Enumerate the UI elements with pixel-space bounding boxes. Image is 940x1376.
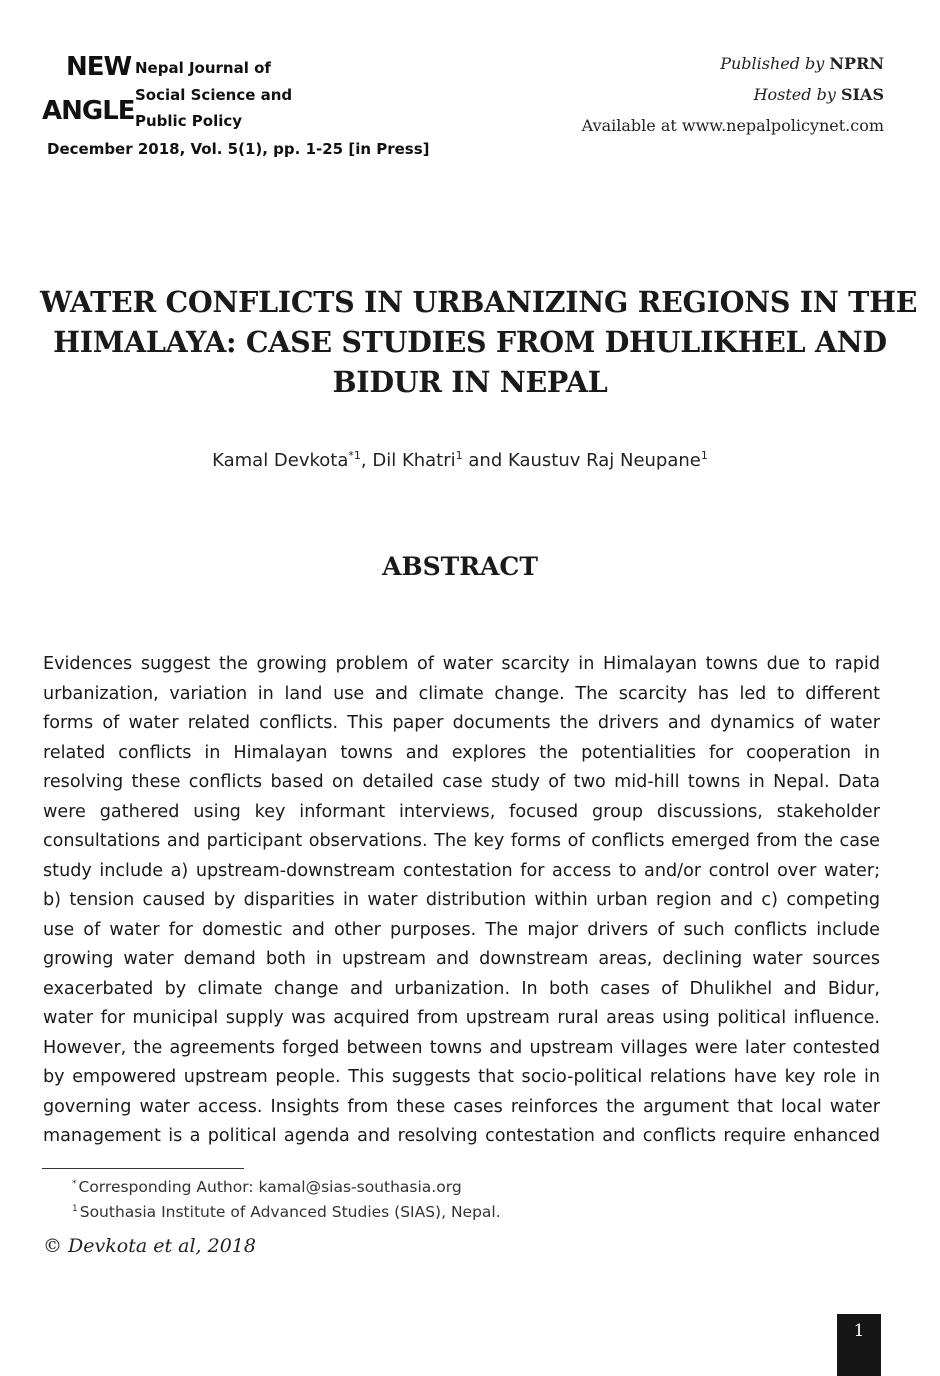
footnote-text: Southasia Institute of Advanced Studies (SIAS), Nepal. [79, 1203, 501, 1221]
author-affiliation-mark: *1 [348, 449, 361, 462]
abstract-line: resolving these conflicts based on detailed case study of two mid-hill towns in Nepal. Data [43, 772, 880, 792]
author-name: Kaustuv Raj Neupane [507, 450, 701, 471]
published-by-label: Published by [720, 54, 825, 73]
footnote-mark: * [72, 1178, 77, 1189]
title-line: BIDUR IN NEPAL [332, 365, 608, 399]
issue-info: December 2018, Vol. 5(1), pp. 1-25 [in Press] [47, 140, 430, 158]
abstract-line: governing water access. Insights from these cases reinforces the argument that local water [43, 1096, 880, 1117]
publisher-name: NPRN [829, 54, 884, 73]
author-separator: and [462, 450, 508, 471]
abstract-heading: ABSTRACT [382, 552, 538, 581]
host-name: SIAS [840, 85, 884, 104]
published-by-line [582, 48, 884, 79]
hosted-by-line [582, 79, 884, 110]
abstract-line: However, the agreements forged between towns and upstream villages were later contested [43, 1037, 880, 1058]
logo-word-angle: ANGLE [42, 96, 135, 126]
abstract-body [43, 650, 880, 1152]
footnote-text: Corresponding Author: kamal@sias-southasia.org [78, 1178, 462, 1196]
availability-line: Available at www.nepalpolicynet.com [581, 116, 884, 135]
journal-name [135, 55, 292, 135]
abstract-line: urbanization, variation in land use and climate change. The scarcity has led to different [43, 683, 880, 704]
abstract-line: management is a political agenda and resolving contestation and conflicts require enhanced [43, 1126, 880, 1146]
paper-title [40, 282, 918, 402]
hosted-by-label: Hosted by [753, 85, 836, 104]
abstract-line: by empowered upstream people. This suggests that socio-political relations have key role in [43, 1067, 880, 1087]
author-name: Kamal Devkota [212, 450, 349, 471]
abstract-line: Evidences suggest the growing problem of water scarcity in Himalayan towns due to rapid [43, 654, 880, 674]
title-line: HIMALAYA: CASE STUDIES FROM DHULIKHEL AND [53, 325, 887, 359]
author-affiliation-mark: 1 [700, 449, 708, 462]
journal-logo [42, 52, 134, 128]
abstract-line: use of water for domestic and other purposes. The major drivers of such conflicts include [43, 919, 880, 940]
abstract-line: exacerbated by climate change and urbanization. In both cases of Dhulikhel and Bidur, [43, 978, 880, 999]
journal-name-line: Public Policy [135, 112, 243, 130]
abstract-line: were gathered using key informant interviews, focused group discussions, stakeholder [43, 801, 880, 822]
author-name: Dil Khatri [372, 450, 456, 471]
author-list [0, 450, 920, 471]
logo-word-new: NEW [66, 52, 132, 82]
footnote-affiliation [72, 1200, 501, 1225]
footnote-divider [42, 1168, 244, 1169]
page-number: 1 [837, 1314, 881, 1376]
journal-name-line: Nepal Journal of [135, 59, 271, 77]
author-separator: , [360, 450, 373, 471]
abstract-line: forms of water related conflicts. This paper documents the drivers and dynamics of water [43, 713, 880, 733]
footnote-mark: 1 [72, 1203, 78, 1214]
abstract-line: b) tension caused by disparities in water distribution within urban region and c) competing [43, 890, 880, 910]
abstract-line: water for municipal supply was acquired from upstream rural areas using political influence. [43, 1008, 880, 1028]
footnotes [72, 1175, 501, 1225]
author-affiliation-mark: 1 [455, 449, 463, 462]
abstract-line: consultations and participant observations. The key forms of conflicts emerged from the case [43, 831, 880, 851]
abstract-line: study include a) upstream-downstream contestation for access to and/or control over water; [43, 860, 880, 881]
abstract-line: growing water demand both in upstream and downstream areas, declining water sources [43, 949, 880, 969]
copyright-notice: © Devkota et al, 2018 [43, 1235, 256, 1257]
title-line: WATER CONFLICTS IN URBANIZING REGIONS IN THE [40, 285, 918, 319]
abstract-line: related conflicts in Himalayan towns and explores the potentialities for cooperation in [43, 742, 880, 763]
journal-name-line: Social Science and [135, 85, 293, 104]
footnote-corresponding-author [72, 1175, 501, 1200]
publication-info [582, 48, 884, 141]
